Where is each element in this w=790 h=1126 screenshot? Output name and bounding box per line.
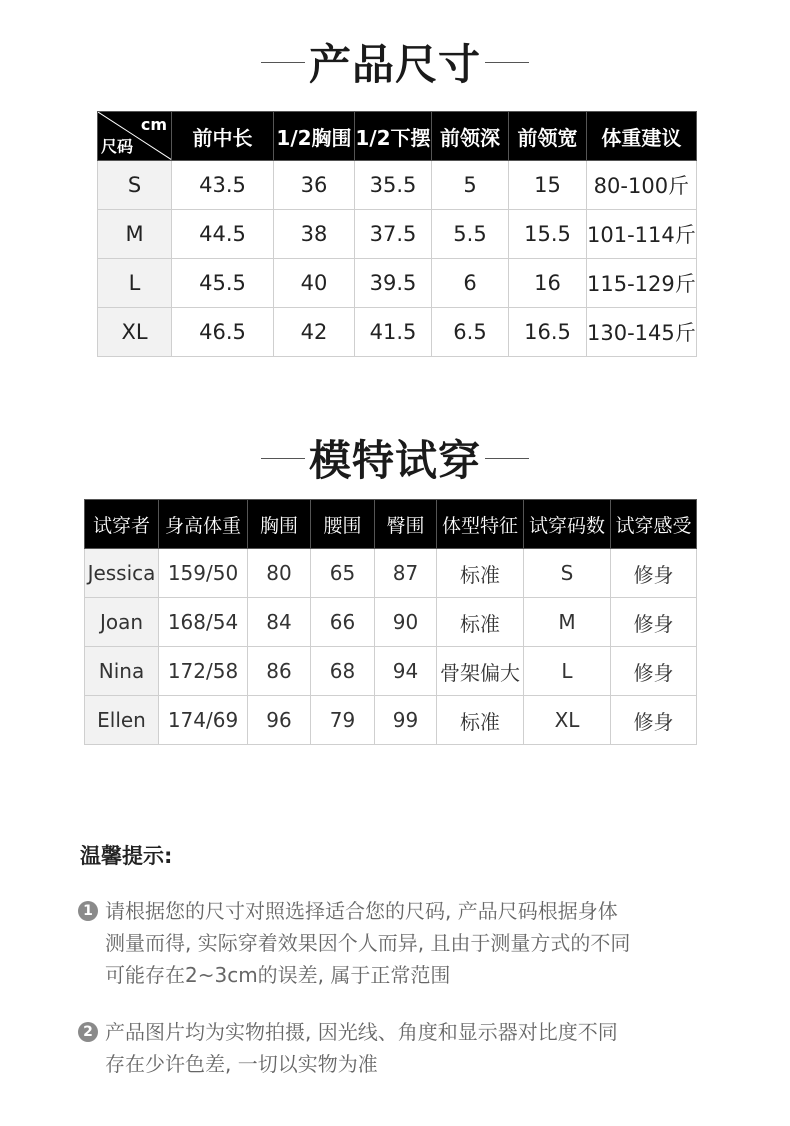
tip-item xyxy=(78,1016,618,1080)
size-cell: 39.5 xyxy=(355,259,432,308)
size-cell: 38 xyxy=(274,210,355,259)
tip-line: 存在少许色差, 一切以实物为准 xyxy=(105,1052,378,1076)
model-cell: 90 xyxy=(375,598,437,647)
size-cell: 41.5 xyxy=(355,308,432,357)
size-cell: 5.5 xyxy=(432,210,509,259)
model-table-header-row xyxy=(85,500,697,549)
size-cell: 45.5 xyxy=(172,259,274,308)
model-cell: 86 xyxy=(248,647,311,696)
model-header-cell: 试穿感受 xyxy=(611,500,697,549)
title-dash-right xyxy=(485,62,529,63)
model-header-cell: 试穿者 xyxy=(85,500,159,549)
size-label: 尺码 xyxy=(101,137,134,156)
model-table-row xyxy=(85,696,697,745)
model-cell: 66 xyxy=(311,598,375,647)
model-header-cell: 胸围 xyxy=(248,500,311,549)
size-cell: 35.5 xyxy=(355,161,432,210)
size-table-row xyxy=(98,259,697,308)
model-section-header xyxy=(0,428,790,488)
model-cell: S xyxy=(524,549,611,598)
size-header-cell: 体重建议 xyxy=(587,112,697,161)
model-table-row xyxy=(85,549,697,598)
model-cell: 94 xyxy=(375,647,437,696)
size-cell: 46.5 xyxy=(172,308,274,357)
model-cell: L xyxy=(524,647,611,696)
title-dash-right xyxy=(485,458,529,459)
tip-line: 可能存在2~3cm的误差, 属于正常范围 xyxy=(105,963,451,987)
size-header-cell: 1/2胸围 xyxy=(274,112,355,161)
model-cell: 159/50 xyxy=(159,549,248,598)
model-cell: XL xyxy=(524,696,611,745)
number-badge-icon: 2 xyxy=(78,1022,98,1042)
title-dash-left xyxy=(261,62,305,63)
size-table xyxy=(97,111,697,357)
size-section-title: 产品尺寸 xyxy=(308,40,481,89)
size-table-corner-cell xyxy=(98,112,172,161)
size-cell: 40 xyxy=(274,259,355,308)
title-dash-left xyxy=(261,458,305,459)
size-cell: 36 xyxy=(274,161,355,210)
tip-line: 请根据您的尺寸对照选择适合您的尺码, 产品尺码根据身体 xyxy=(105,899,618,923)
size-cell: 44.5 xyxy=(172,210,274,259)
model-table-row xyxy=(85,647,697,696)
model-name-cell: Joan xyxy=(85,598,159,647)
number-badge-icon: 1 xyxy=(78,901,98,921)
model-cell: 87 xyxy=(375,549,437,598)
model-cell: 标准 xyxy=(437,598,524,647)
size-cell: 6.5 xyxy=(432,308,509,357)
model-header-cell: 体型特征 xyxy=(437,500,524,549)
tip-line: 测量而得, 实际穿着效果因个人而异, 且由于测量方式的不同 xyxy=(105,931,631,955)
size-cell: 16 xyxy=(509,259,587,308)
model-table xyxy=(84,499,697,745)
model-cell: 修身 xyxy=(611,647,697,696)
model-name-cell: Ellen xyxy=(85,696,159,745)
model-header-cell: 身高体重 xyxy=(159,500,248,549)
size-cell: 43.5 xyxy=(172,161,274,210)
size-cell: 15.5 xyxy=(509,210,587,259)
model-cell: 80 xyxy=(248,549,311,598)
model-cell: 174/69 xyxy=(159,696,248,745)
model-cell: 标准 xyxy=(437,696,524,745)
model-cell: 修身 xyxy=(611,598,697,647)
model-cell: 79 xyxy=(311,696,375,745)
size-table-row xyxy=(98,161,697,210)
tip-line: 产品图片均为实物拍摄, 因光线、角度和显示器对比度不同 xyxy=(105,1020,618,1044)
model-cell: 修身 xyxy=(611,549,697,598)
size-cell: 16.5 xyxy=(509,308,587,357)
unit-label: cm xyxy=(140,115,167,134)
size-table-row xyxy=(98,308,697,357)
model-header-cell: 腰围 xyxy=(311,500,375,549)
size-cell: 80-100斤 xyxy=(587,161,697,210)
model-header-cell: 试穿码数 xyxy=(524,500,611,549)
model-cell: 65 xyxy=(311,549,375,598)
size-section-header xyxy=(0,32,790,92)
model-cell: 修身 xyxy=(611,696,697,745)
size-table-row xyxy=(98,210,697,259)
size-header-cell: 前领宽 xyxy=(509,112,587,161)
size-cell: 5 xyxy=(432,161,509,210)
model-cell: 96 xyxy=(248,696,311,745)
model-cell: 标准 xyxy=(437,549,524,598)
size-cell: 15 xyxy=(509,161,587,210)
size-row-label: L xyxy=(98,259,172,308)
size-cell: 101-114斤 xyxy=(587,210,697,259)
size-row-label: M xyxy=(98,210,172,259)
model-name-cell: Jessica xyxy=(85,549,159,598)
model-section-title: 模特试穿 xyxy=(308,436,481,485)
size-row-label: S xyxy=(98,161,172,210)
size-cell: 6 xyxy=(432,259,509,308)
model-cell: 骨架偏大 xyxy=(437,647,524,696)
size-header-cell: 1/2下摆 xyxy=(355,112,432,161)
size-cell: 115-129斤 xyxy=(587,259,697,308)
size-row-label: XL xyxy=(98,308,172,357)
size-table-header-row xyxy=(98,112,697,161)
size-cell: 130-145斤 xyxy=(587,308,697,357)
model-cell: 84 xyxy=(248,598,311,647)
size-cell: 42 xyxy=(274,308,355,357)
model-table-row xyxy=(85,598,697,647)
model-cell: M xyxy=(524,598,611,647)
model-cell: 172/58 xyxy=(159,647,248,696)
model-cell: 68 xyxy=(311,647,375,696)
model-cell: 99 xyxy=(375,696,437,745)
tips-title: 温馨提示: xyxy=(80,844,173,868)
size-header-cell: 前领深 xyxy=(432,112,509,161)
tip-item xyxy=(78,895,630,991)
size-cell: 37.5 xyxy=(355,210,432,259)
size-header-cell: 前中长 xyxy=(172,112,274,161)
model-cell: 168/54 xyxy=(159,598,248,647)
model-name-cell: Nina xyxy=(85,647,159,696)
model-header-cell: 臀围 xyxy=(375,500,437,549)
